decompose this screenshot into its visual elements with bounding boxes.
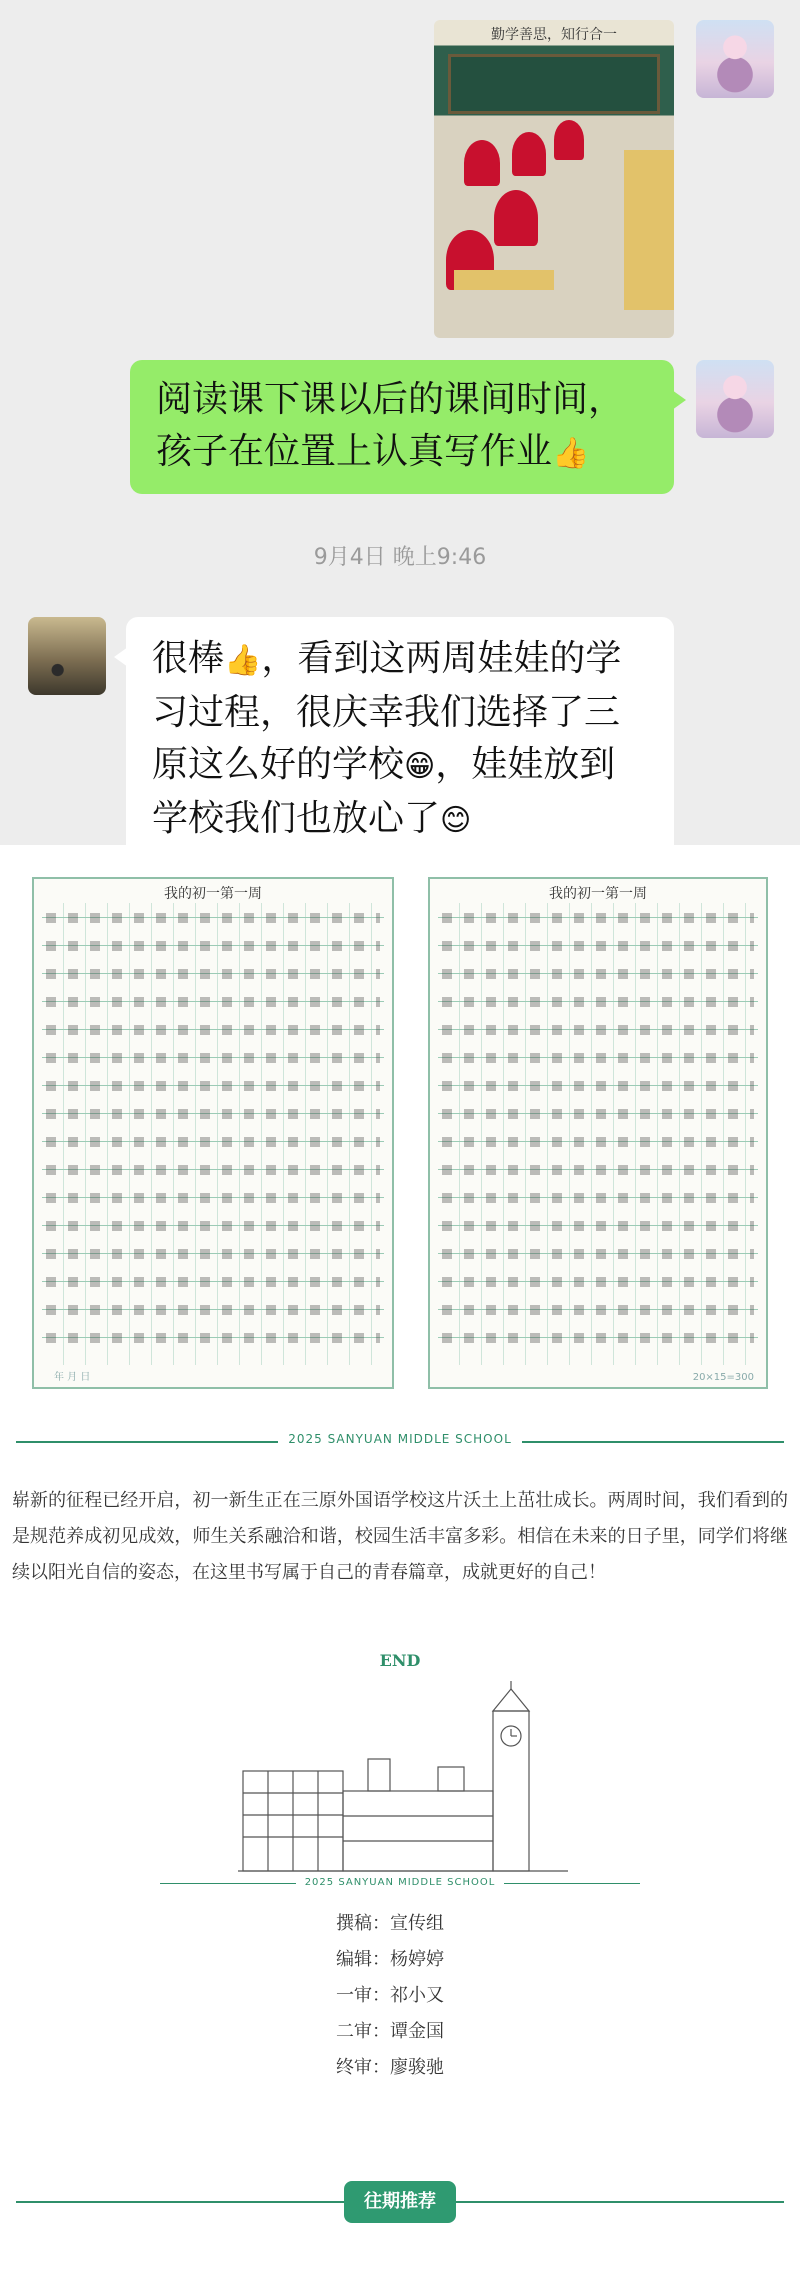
school-label: 2025 SANYUAN MIDDLE SCHOOL bbox=[288, 1432, 512, 1446]
divider-line bbox=[504, 1883, 640, 1884]
paper-footer: 年 月 日 bbox=[54, 1372, 91, 1383]
credit-name: 廖骏驰 bbox=[390, 2057, 444, 2078]
smile-emoji-icon: 😊 bbox=[440, 803, 472, 838]
credit-name: 宣传组 bbox=[390, 1913, 444, 1934]
handwriting-line bbox=[46, 1221, 380, 1231]
essay-paper-left[interactable] bbox=[32, 877, 394, 1389]
handwriting-line bbox=[46, 969, 380, 979]
self-avatar[interactable] bbox=[696, 20, 774, 98]
credit-row bbox=[0, 2014, 800, 2050]
essay-title: 我的初一第一周 bbox=[164, 886, 262, 902]
classroom-photo-message[interactable] bbox=[434, 20, 674, 338]
credit-role: 一审： bbox=[336, 1985, 390, 2006]
paper-footer: 20×15=300 bbox=[692, 1372, 754, 1383]
credit-row bbox=[0, 1942, 800, 1978]
handwriting-line bbox=[46, 1137, 380, 1147]
handwriting-line bbox=[46, 913, 380, 923]
handwriting-line bbox=[442, 1305, 754, 1315]
handwriting-line bbox=[46, 1249, 380, 1259]
student-figure bbox=[554, 120, 584, 160]
handwriting-line bbox=[46, 1053, 380, 1063]
handwriting-line bbox=[46, 941, 380, 951]
credit-name: 谭金国 bbox=[390, 2021, 444, 2042]
divider-line bbox=[522, 1441, 784, 1443]
handwriting-line bbox=[442, 1137, 754, 1147]
student-figure bbox=[494, 190, 538, 246]
handwriting-line bbox=[442, 1221, 754, 1231]
handwriting-line bbox=[442, 997, 754, 1007]
writing-grid bbox=[42, 903, 384, 1365]
school-building-illustration bbox=[238, 1681, 568, 1881]
blackboard bbox=[448, 54, 660, 114]
handwriting-line bbox=[46, 1193, 380, 1203]
student-figure bbox=[464, 140, 500, 186]
end-section bbox=[0, 1651, 800, 2151]
essay-images bbox=[0, 845, 800, 1405]
handwriting-line bbox=[46, 1109, 380, 1119]
handwriting-line bbox=[442, 1249, 754, 1259]
handwriting-line bbox=[442, 1193, 754, 1203]
essay-title: 我的初一第一周 bbox=[549, 886, 647, 902]
school-label-small: 2025 SANYUAN MIDDLE SCHOOL bbox=[304, 1877, 496, 1888]
grin-emoji-icon: 😁 bbox=[404, 749, 436, 784]
handwriting-line bbox=[442, 1109, 754, 1119]
self-avatar[interactable] bbox=[696, 360, 774, 438]
handwriting-line bbox=[46, 997, 380, 1007]
end-title: END bbox=[379, 1651, 421, 1670]
handwriting-line bbox=[442, 1165, 754, 1175]
message-text: ，娃娃放到学校我们也放心了 bbox=[152, 744, 616, 839]
message-timestamp: 9月4日 晚上9:46 bbox=[313, 545, 487, 570]
school-divider bbox=[0, 1421, 800, 1461]
parent-message-bubble[interactable] bbox=[126, 617, 674, 863]
parent-avatar[interactable] bbox=[28, 617, 106, 695]
writing-grid bbox=[438, 903, 758, 1365]
handwriting-line bbox=[46, 1333, 380, 1343]
handwriting-line bbox=[46, 1305, 380, 1315]
handwriting-line bbox=[46, 1025, 380, 1035]
thumbs-up-icon: 👍 bbox=[224, 643, 262, 678]
past-recommendations bbox=[0, 2171, 800, 2231]
self-message-text: 阅读课下课以后的课间时间，孩子在位置上认真写作业 bbox=[156, 379, 625, 472]
essay-paper-right[interactable] bbox=[428, 877, 768, 1389]
self-message-bubble[interactable] bbox=[130, 360, 674, 494]
summary-paragraph: 崭新的征程已经开启，初一新生正在三原外国语学校这片沃土上茁壮成长。两周时间，我们看到的是规范养成初见成效，师生关系融洽和谐，校园生活丰富多彩。相信在未来的日子里，同学们将继续以阳光自信的姿态，在这里书写属于自己的青春篇章，成就更好的自己！ bbox=[12, 1490, 788, 1583]
credit-role: 编辑： bbox=[336, 1949, 390, 1970]
handwriting-line bbox=[442, 941, 754, 951]
student-figure bbox=[512, 132, 546, 176]
handwriting-line bbox=[46, 1081, 380, 1091]
credit-role: 终审： bbox=[336, 2057, 390, 2078]
handwriting-line bbox=[442, 1025, 754, 1035]
chat-screenshot bbox=[0, 0, 800, 845]
credit-name: 祁小又 bbox=[390, 1985, 444, 2006]
past-recommendations-button[interactable]: 往期推荐 bbox=[344, 2181, 456, 2223]
handwriting-line bbox=[442, 1081, 754, 1091]
credit-role: 二审： bbox=[336, 2021, 390, 2042]
desk bbox=[454, 270, 554, 290]
handwriting-line bbox=[442, 1277, 754, 1287]
handwriting-line bbox=[442, 913, 754, 923]
handwriting-line bbox=[442, 969, 754, 979]
handwriting-line bbox=[442, 1053, 754, 1063]
handwriting-line bbox=[46, 1165, 380, 1175]
thumbs-up-icon: 👍 bbox=[552, 436, 590, 471]
credit-row bbox=[0, 2050, 800, 2086]
message-text: ，看到这两周娃娃的学习过程，很庆幸我们选择了三原这么好的学校 bbox=[152, 638, 622, 785]
credit-role: 撰稿： bbox=[336, 1913, 390, 1934]
desk bbox=[624, 150, 674, 310]
photo-banner-text: 勤学善思，知行合一 bbox=[491, 27, 617, 43]
credit-row bbox=[0, 1906, 800, 1942]
credit-row bbox=[0, 1978, 800, 2014]
credit-name: 杨婷婷 bbox=[390, 1949, 444, 1970]
handwriting-line bbox=[46, 1277, 380, 1287]
message-text: 很棒 bbox=[152, 638, 225, 679]
credits-list bbox=[0, 1906, 800, 2086]
handwriting-line bbox=[442, 1333, 754, 1343]
